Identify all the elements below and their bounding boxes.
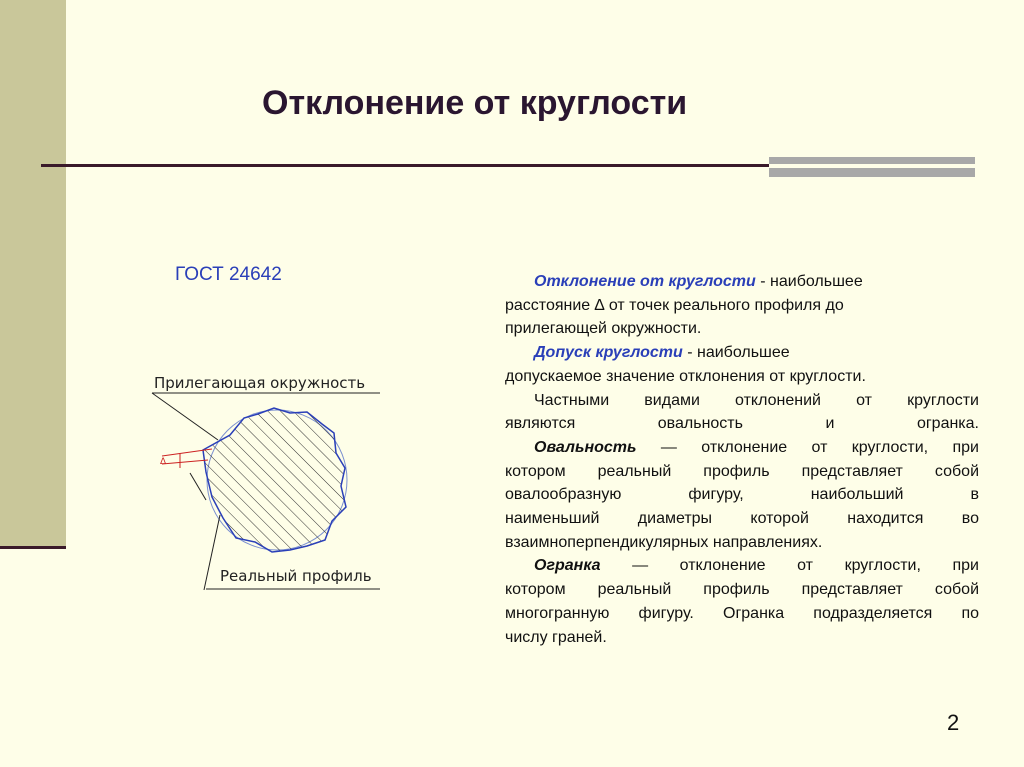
text-line: расстояние ∆ от точек реального профиля до	[505, 296, 844, 314]
text-line: - наибольшее	[682, 344, 790, 362]
para-ovality	[505, 436, 979, 460]
delta-ext-2	[162, 460, 208, 464]
term-faceting: Огранка	[534, 557, 601, 575]
text-line: являются овальность и огранка.	[505, 415, 979, 433]
page-number: 2	[947, 710, 960, 735]
roundness-diagram	[140, 360, 390, 590]
label-adjacent-circle: Прилегающая окружность	[154, 374, 366, 392]
left-decor-rule	[0, 546, 66, 549]
text-line: овалообразную фигуру, наибольший в	[505, 486, 979, 504]
top-label-leader	[152, 393, 218, 440]
delta-symbol: Δ	[160, 457, 167, 467]
definitions-text	[505, 270, 979, 649]
left-decor-band	[0, 0, 66, 548]
title-rule	[41, 164, 771, 167]
title-gray-bars	[769, 157, 975, 177]
label-real-profile: Реальный профиль	[220, 567, 372, 585]
term-ovality: Овальность	[534, 438, 637, 456]
para-roundness-deviation	[505, 270, 979, 294]
text-line: — отклонение от круглости, при	[636, 438, 979, 456]
text-line: допускаемое значение отклонения от круглости.	[505, 367, 866, 385]
text-line: взаимноперпендикулярных направлениях.	[505, 533, 823, 551]
text-line: - наибольшее	[755, 273, 863, 290]
text-line: многогранную фигуру. Огранка подразделяется по	[505, 604, 979, 622]
text-line: котором реальный профиль представляет собой	[505, 462, 979, 480]
para-faceting	[505, 554, 979, 578]
text-line: прилегающей окружности.	[505, 320, 702, 338]
text-line: котором реальный профиль представляет собой	[505, 581, 979, 599]
text-line: числу граней.	[505, 628, 607, 646]
term-roundness-deviation: Отклонение от круглости	[534, 273, 756, 290]
real-profile-shape	[203, 408, 346, 552]
text-line: наименьший диаметры которой находится во	[505, 510, 979, 528]
para-roundness-tolerance	[505, 341, 979, 365]
profile-leader-upper	[190, 473, 206, 500]
term-roundness-tolerance: Допуск круглости	[534, 344, 683, 362]
text-line: — отклонение от круглости, при	[600, 557, 979, 575]
slide-title: Отклонение от круглости	[262, 84, 688, 122]
bottom-label-leader	[204, 515, 220, 590]
text-line: Частными видами отклонений от круглости	[534, 391, 979, 409]
gost-standard-label: ГОСТ 24642	[175, 264, 282, 285]
